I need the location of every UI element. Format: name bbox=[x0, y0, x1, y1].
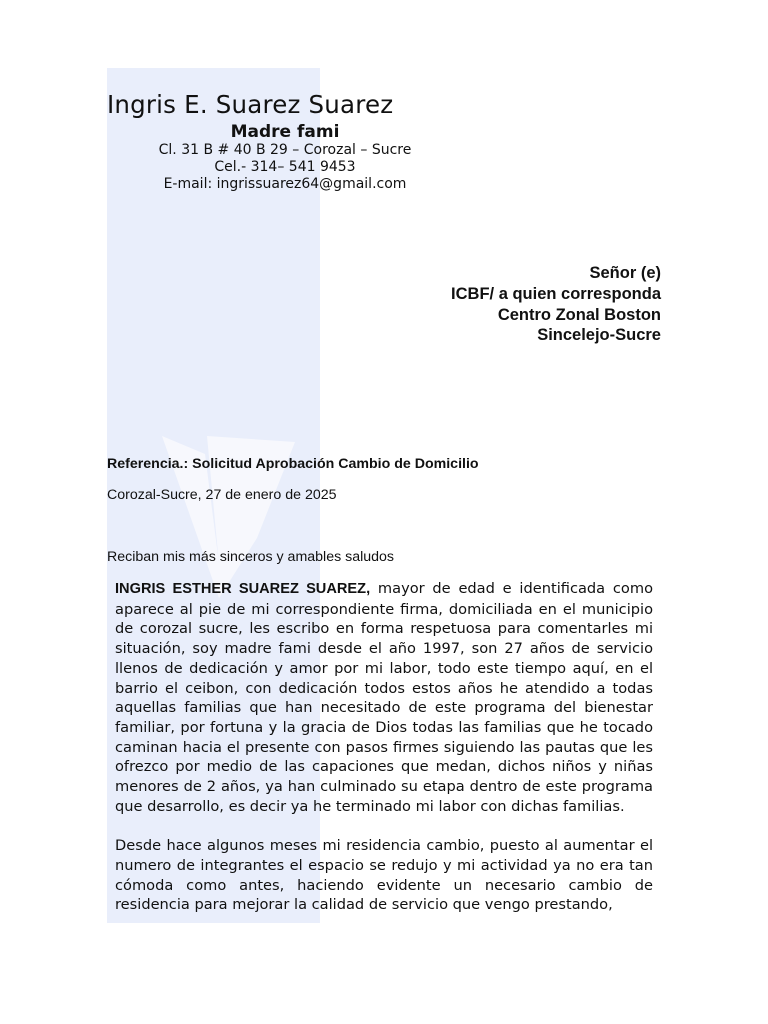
paragraph-1-text: mayor de edad e identificada como aparece al pie de mi correspondiente firma, domiciliada en el municipio de corozal sucre, les escribo en forma respetuosa para comentarles mi situación, soy madre fami desde el año 1997, son 27 años de servicio llenos de dedicación y amor por mi labor, todo este tiempo aquí, en el barrio el ceibon, con dedicación todos estos años he atendido a todas aquellas familias que han necesitado de este programa del bienestar familiar, por fortuna y la gracia de Dios todas las familias que he tocado caminan hacia el presente con pasos firmes siguiendo las pautas que les ofrezco por medio de las capaciones que medan, dichos niños y niñas menores de 2 años, ya han culminado su etapa dentro de este programa que desarrollo, es decir ya he terminado mi labor con dichas familias. bbox=[115, 580, 654, 815]
sender-email: E-mail: ingrissuarez64@gmail.com bbox=[163, 176, 407, 192]
sender-phone: Cel.- 314– 541 9453 bbox=[214, 159, 356, 175]
recipient-salutation: Señor (e) bbox=[589, 264, 661, 282]
recipient-organization: ICBF/ a quien corresponda bbox=[451, 284, 661, 303]
sender-contact bbox=[107, 142, 463, 193]
greeting: Reciban mis más sinceros y amables saludos bbox=[107, 549, 395, 565]
recipient-office: Centro Zonal Boston bbox=[497, 305, 661, 324]
sender-name: Ingris E. Suarez Suarez bbox=[107, 90, 394, 119]
body-paragraph-2: Desde hace algunos meses mi residencia cambio, puesto al aumentar el numero de integrantes el espacio se redujo y mi actividad ya no era tan cómoda como antes, haciendo evidente un necesario cambio de residencia para mejorar la calidad de servicio que vengo prestando, bbox=[115, 837, 653, 914]
sender-role: Madre fami bbox=[230, 122, 340, 142]
letter-body bbox=[115, 579, 653, 915]
recipient-block bbox=[451, 263, 661, 346]
sender-address: Cl. 31 B # 40 B 29 – Corozal – Sucre bbox=[158, 142, 412, 158]
reference-line: Referencia.: Solicitud Aprobación Cambio de Domicilio bbox=[107, 456, 479, 472]
body-paragraph-1 bbox=[115, 579, 653, 816]
recipient-city: Sincelejo-Sucre bbox=[537, 326, 661, 345]
writer-full-name: INGRIS ESTHER SUAREZ SUAREZ, bbox=[115, 581, 371, 597]
date-line: Corozal-Sucre, 27 de enero de 2025 bbox=[107, 487, 337, 503]
